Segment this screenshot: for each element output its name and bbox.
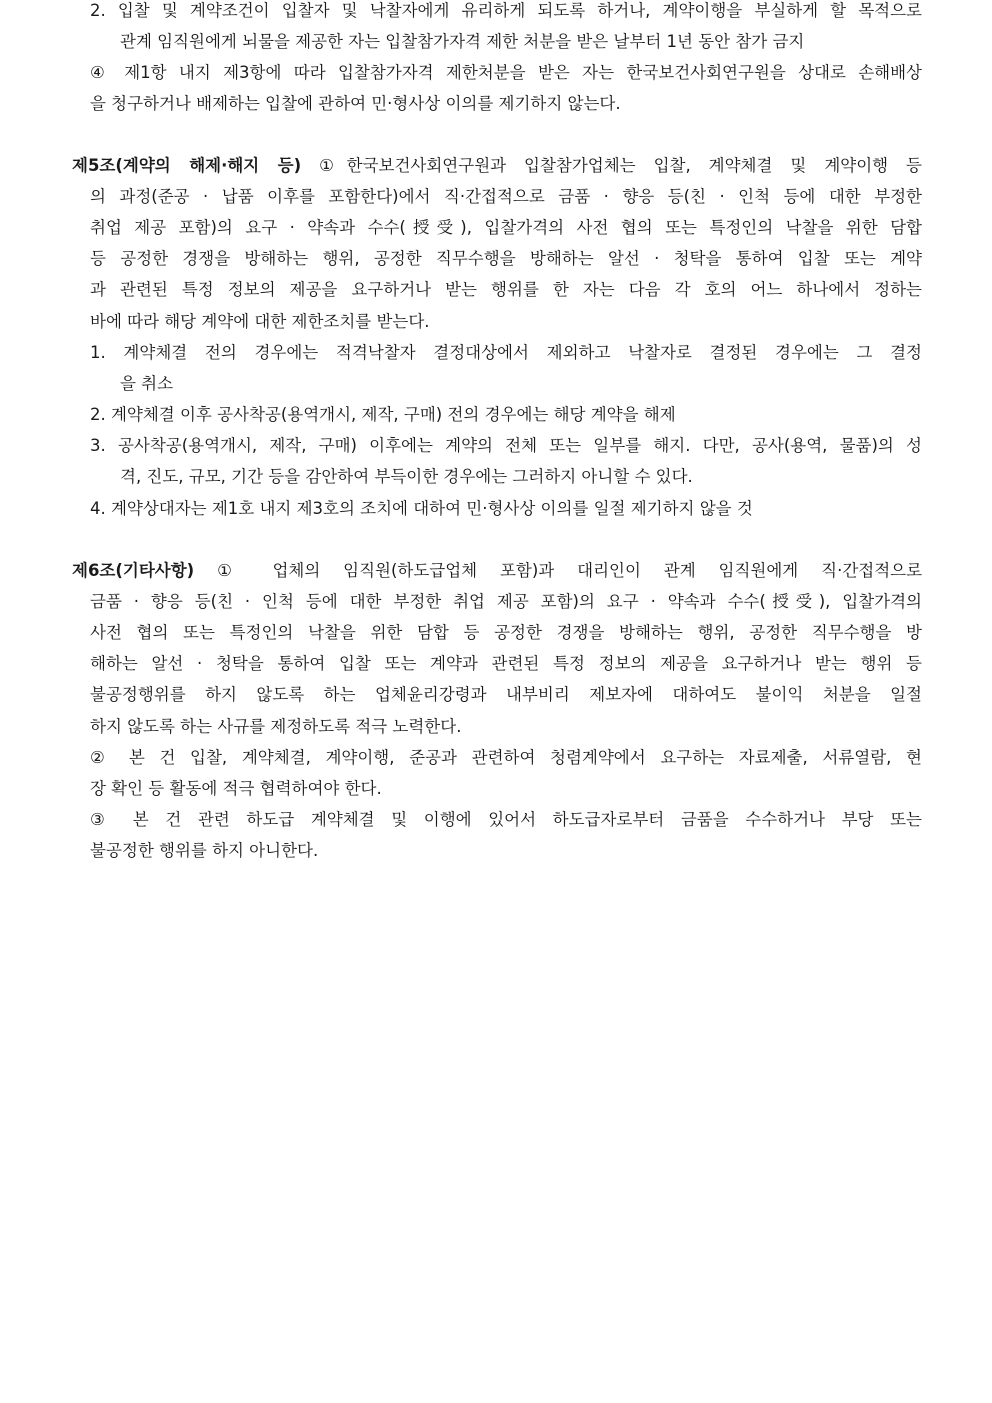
article5-item2: 2. 계약체결 이후 공사착공(용역개시, 제작, 구매) 전의 경우에는 해당 계약을 해제 bbox=[90, 405, 676, 424]
article6-line1-text: ① 업체의 임직원(하도급업체 포함)과 대리인이 관계 임직원에게 직·간접적으로 bbox=[217, 561, 922, 580]
article5-item4: 4. 계약상대자는 제1호 내지 제3호의 조치에 대하여 민·형사상 이의를 일절 제기하지 않을 것 bbox=[90, 499, 753, 518]
article4-item2-line2: 관계 임직원에게 뇌물을 제공한 자는 입찰참가자격 제한 처분을 받은 날부터 1년 동안 참가 금지 bbox=[120, 32, 805, 51]
article6-line5: 불공정행위를 하지 않도록 하는 업체윤리강령과 내부비리 제보자에 대하여도 불이익 처분을 일절 bbox=[90, 685, 922, 704]
article6-para2-line2: 장 확인 등 활동에 적극 협력하여야 한다. bbox=[90, 779, 382, 798]
article5-line5: 과 관련된 특정 정보의 제공을 요구하거나 받는 행위를 한 자는 다음 각 호의 어느 하나에서 정하는 bbox=[90, 280, 922, 299]
article4-para4-line2: 을 청구하거나 배제하는 입찰에 관하여 민·형사상 이의를 제기하지 않는다. bbox=[90, 94, 621, 113]
article5-line1-text: ①한국보건사회연구원과 입찰참가업체는 입찰, 계약체결 및 계약이행 등 bbox=[319, 156, 922, 175]
article6-para2-line1: ② 본 건 입찰, 계약체결, 계약이행, 준공과 관련하여 청렴계약에서 요구하는 자료제출, 서류열람, 현 bbox=[90, 748, 922, 767]
article5-item1-line1: 1. 계약체결 전의 경우에는 적격낙찰자 결정대상에서 제외하고 낙찰자로 결정된 경우에는 그 결정 bbox=[90, 343, 922, 362]
article5-item3-line2: 격, 진도, 규모, 기간 등을 감안하여 부득이한 경우에는 그러하지 아니할 수 있다. bbox=[120, 467, 693, 486]
article6-line6: 하지 않도록 하는 사규를 제정하도록 적극 노력한다. bbox=[90, 717, 462, 736]
article5-line6: 바에 따라 해당 계약에 대한 제한조치를 받는다. bbox=[90, 312, 430, 331]
article6-line4: 해하는 알선 · 청탁을 통하여 입찰 또는 계약과 관련된 특정 정보의 제공을 요구하거나 받는 행위 등 bbox=[90, 654, 922, 673]
article5-item3-line1: 3. 공사착공(용역개시, 제작, 구매) 이후에는 계약의 전체 또는 일부를 해지. 다만, 공사(용역, 물품)의 성 bbox=[90, 436, 922, 455]
article5-line4: 등 공정한 경쟁을 방해하는 행위, 공정한 직무수행을 방해하는 알선 · 청탁을 통하여 입찰 또는 계약 bbox=[90, 249, 922, 268]
article4-para4-line1: ④ 제1항 내지 제3항에 따라 입찰참가자격 제한처분을 받은 자는 한국보건사회연구원을 상대로 손해배상 bbox=[90, 63, 922, 82]
article6-para3-line1: ③ 본 건 관련 하도급 계약체결 및 이행에 있어서 하도급자로부터 금품을 수수하거나 부당 또는 bbox=[90, 810, 922, 829]
article5-line2: 의 과정(준공 · 납품 이후를 포함한다)에서 직·간접적으로 금품 · 향응 등(친 · 인척 등에 대한 부정한 bbox=[90, 187, 922, 206]
article5-line3: 취업 제공 포함)의 요구 · 약속과 수수(授受), 입찰가격의 사전 협의 또는 특정인의 낙찰을 위한 담합 bbox=[90, 218, 922, 237]
article4-item2-line1: 2. 입찰 및 계약조건이 입찰자 및 낙찰자에게 유리하게 되도록 하거나, 계약이행을 부실하게 할 목적으로 bbox=[90, 1, 922, 20]
article5-first-line bbox=[72, 150, 922, 181]
article6-first-line bbox=[72, 555, 922, 586]
article5-heading: 제5조(계약의 해제·해지 등) bbox=[72, 156, 302, 175]
article6-heading: 제6조(기타사항) bbox=[72, 561, 195, 580]
article5-item1-line2: 을 취소 bbox=[120, 374, 174, 393]
article6-para3-line2: 불공정한 행위를 하지 아니한다. bbox=[90, 841, 319, 860]
article6-line2: 금품 · 향응 등(친 · 인척 등에 대한 부정한 취업 제공 포함)의 요구 · 약속과 수수(授受), 입찰가격의 bbox=[90, 592, 922, 611]
article6-line3: 사전 협의 또는 특정인의 낙찰을 위한 담합 등 공정한 경쟁을 방해하는 행위, 공정한 직무수행을 방 bbox=[90, 623, 922, 642]
